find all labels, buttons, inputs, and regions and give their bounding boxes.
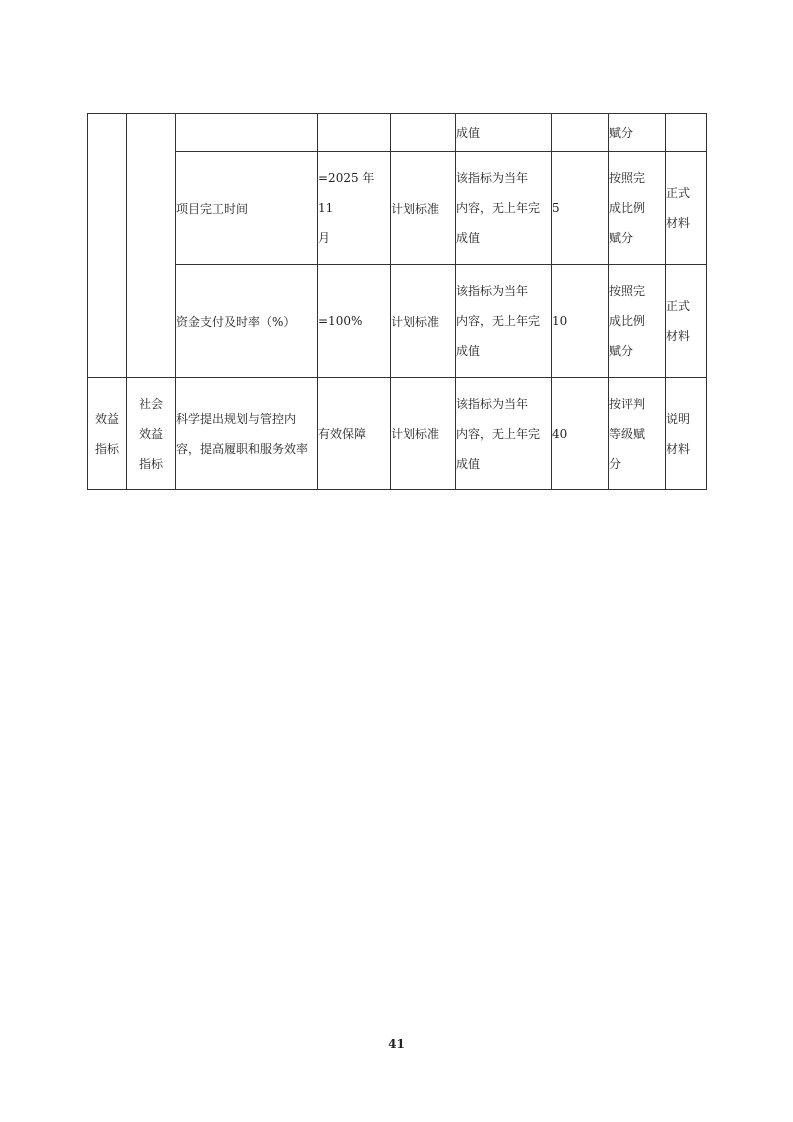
- evidence-cell: [666, 265, 707, 378]
- table-row: [88, 152, 707, 265]
- target-line: 月: [318, 231, 331, 245]
- scoring-line: 按照完: [609, 284, 646, 298]
- evidence-line: 正式: [666, 299, 691, 313]
- standard-cell: [391, 114, 456, 152]
- page-number: 41: [388, 1037, 405, 1051]
- history-cell: [456, 114, 552, 152]
- indicator-cell: 项目完工时间: [176, 152, 318, 265]
- target-value-cell: 有效保障: [318, 378, 391, 490]
- evidence-line: 材料: [666, 441, 691, 456]
- history-line: 内容，无上年完: [456, 426, 541, 441]
- target-value-cell: [318, 114, 391, 152]
- history-line: 成值: [456, 125, 481, 140]
- indicator-line: 容，提高履职和服务效率: [176, 441, 309, 456]
- scoring-line: 按照完: [609, 171, 646, 185]
- target-value-cell: [318, 152, 391, 265]
- scoring-method-cell: [609, 152, 666, 265]
- scoring-line: 分: [609, 456, 622, 471]
- evidence-line: 正式: [666, 186, 691, 200]
- evidence-line: 说明: [666, 411, 691, 426]
- table-row: [88, 114, 707, 152]
- scoring-line: 赋分: [609, 344, 634, 358]
- category-line: 效益: [94, 411, 119, 426]
- history-line: 成值: [456, 456, 481, 471]
- scoring-line: 赋分: [609, 125, 634, 140]
- history-line: 该指标为当年: [456, 284, 529, 298]
- history-line: 成值: [456, 344, 481, 358]
- subcategory-line: 效益: [138, 426, 163, 441]
- evidence-line: 材料: [666, 329, 691, 343]
- scoring-method-cell: [609, 378, 666, 490]
- subcategory-line: 社会: [138, 396, 163, 411]
- evidence-line: 材料: [666, 216, 691, 230]
- scoring-line: 按评判: [609, 396, 646, 411]
- indicator-cell: [176, 378, 318, 490]
- scoring-method-cell: [609, 114, 666, 152]
- indicator-cell: 资金支付及时率（%）: [176, 265, 318, 378]
- history-cell: [456, 265, 552, 378]
- weight-cell: [552, 114, 609, 152]
- history-cell: [456, 378, 552, 490]
- scoring-method-cell: [609, 265, 666, 378]
- scoring-line: 成比例: [609, 201, 646, 215]
- standard-cell: 计划标准: [391, 265, 456, 378]
- subcategory-line: 指标: [138, 456, 163, 471]
- evidence-cell: [666, 152, 707, 265]
- weight-cell: 40: [552, 378, 609, 490]
- weight-cell: 10: [552, 265, 609, 378]
- standard-cell: 计划标准: [391, 378, 456, 490]
- history-line: 该指标为当年: [456, 396, 529, 411]
- evidence-cell: [666, 114, 707, 152]
- scoring-line: 成比例: [609, 314, 646, 328]
- scoring-line: 赋分: [609, 231, 634, 245]
- target-value-cell: =100%: [318, 265, 391, 378]
- category-cell: [88, 378, 127, 490]
- history-line: 内容，无上年完: [456, 201, 541, 215]
- evidence-cell: [666, 378, 707, 490]
- performance-indicator-table: [87, 113, 707, 490]
- weight-cell: 5: [552, 152, 609, 265]
- indicator-line: 科学提出规划与管控内: [176, 411, 297, 426]
- category-cell-continued: [88, 114, 127, 378]
- table-row: [88, 265, 707, 378]
- target-line: =2025 年 11: [318, 171, 375, 215]
- history-line: 内容，无上年完: [456, 314, 541, 328]
- history-cell: [456, 152, 552, 265]
- category-line: 指标: [94, 441, 119, 456]
- indicator-cell: [176, 114, 318, 152]
- scoring-line: 等级赋: [609, 426, 646, 441]
- history-line: 该指标为当年: [456, 171, 529, 185]
- standard-cell: 计划标准: [391, 152, 456, 265]
- table-row: [88, 378, 707, 490]
- subcategory-cell: [127, 378, 176, 490]
- subcategory-cell-continued: [127, 114, 176, 378]
- history-line: 成值: [456, 231, 481, 245]
